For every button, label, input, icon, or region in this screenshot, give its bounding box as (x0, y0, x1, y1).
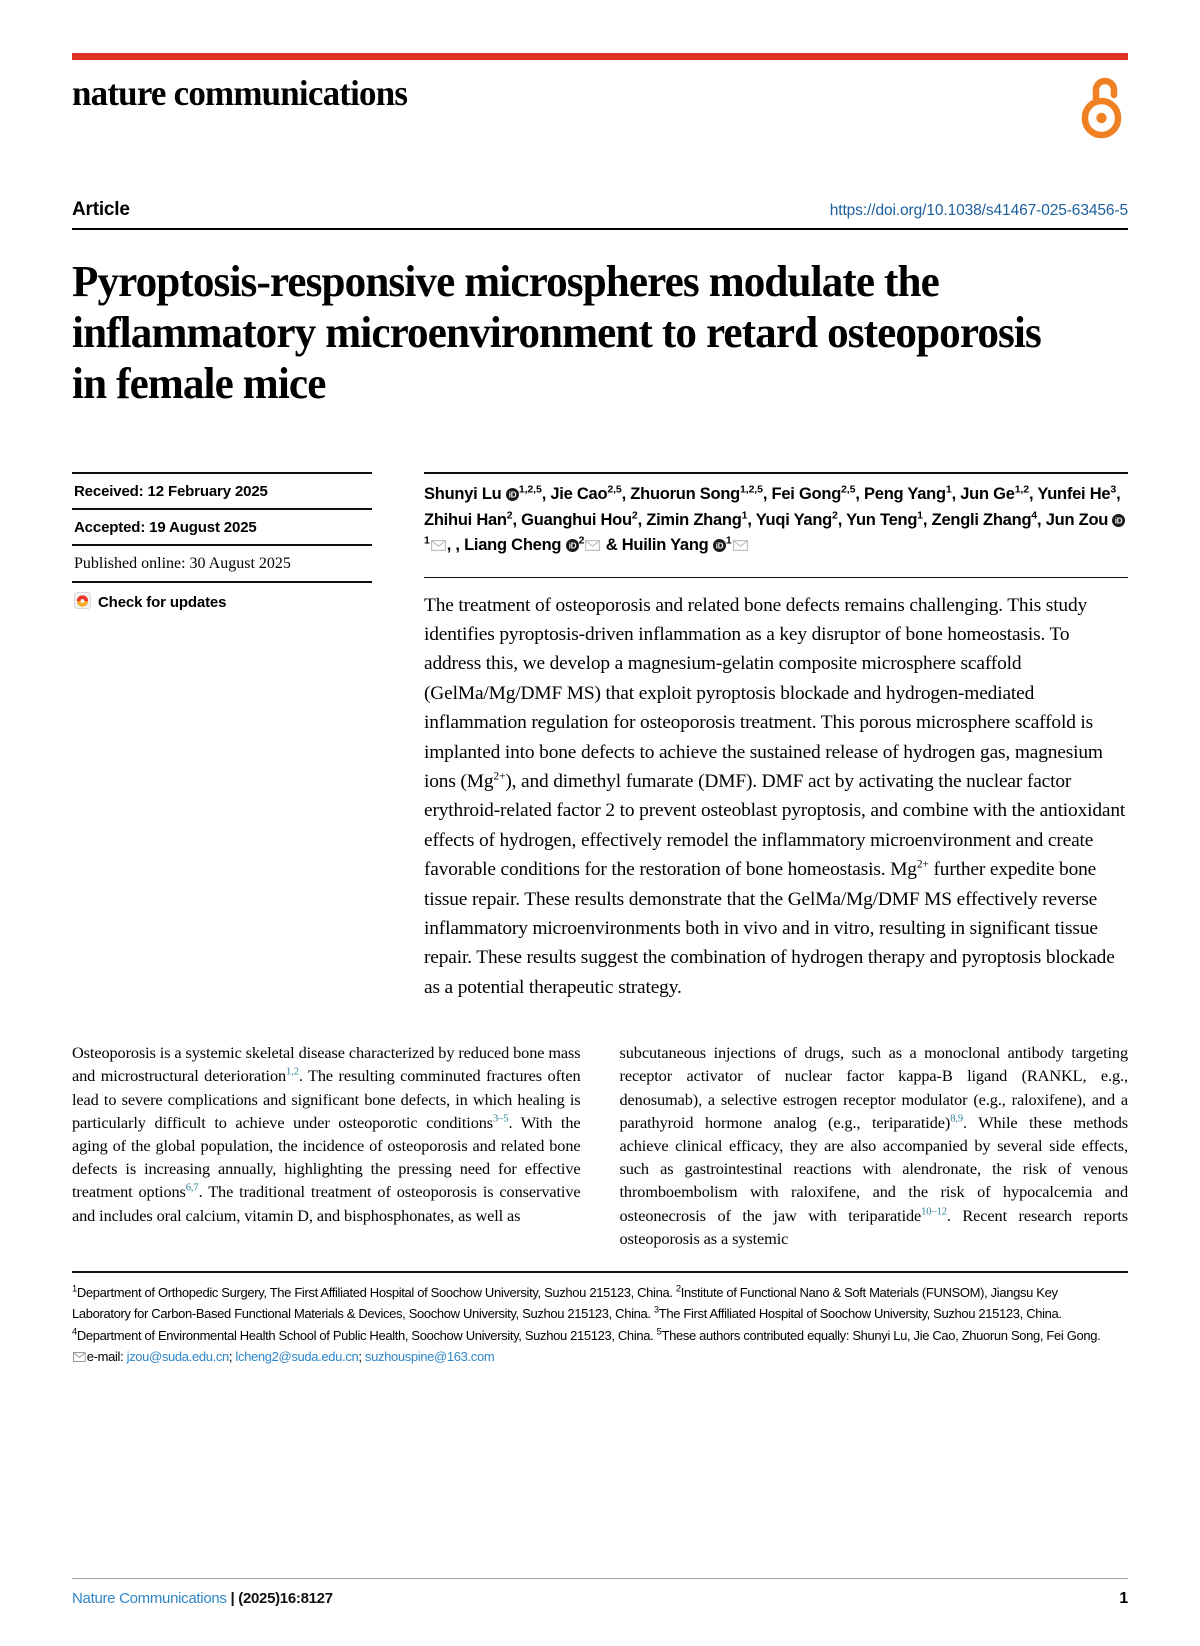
page-number: 1 (1119, 1590, 1128, 1607)
body-text: Osteoporosis is a systemic skeletal disease characterized by reduced bone mass and microstructural deterioration (72, 1043, 581, 1086)
svg-text:iD: iD (715, 541, 724, 551)
orcid-id-icon[interactable] (561, 536, 578, 554)
body-text: . While these methods achieve clinical efficacy, they are also accompanied by several side effects, such as gastrointestinal reactions with alendronate, the risk of venous thromboembolism with raloxifene, and the risk of hypocalcemia and osteonecrosis of the jaw with teriparatide (619, 1112, 1129, 1225)
orcid-id-icon[interactable] (1108, 511, 1125, 529)
author-affil-sup: 2,5 (841, 483, 856, 496)
author-separator: , (1028, 485, 1034, 504)
body-text: . The resulting comminuted fractures often lead to severe complications and significant bone defects, in which healing is particularly difficult to achieve under osteoporotic conditions (72, 1066, 581, 1132)
abstract-text (424, 591, 1128, 1002)
affiliation-marker: 4 (72, 1326, 77, 1338)
author-name: , Yuqi Yang (747, 510, 833, 529)
author-name: , Liang Cheng (455, 535, 562, 554)
body-text: subcutaneous injections of drugs, such as a monoclonal antibody targeting receptor activator of nuclear factor kappa-B ligand (RANKL, e.g., denosumab), a selective estrogen receptor modulator (e.g., raloxifene), and a parathyroid hormone analog (e.g., teriparatide) (619, 1043, 1128, 1132)
affiliations-block (72, 1282, 1112, 1369)
email-separator: ; (228, 1349, 236, 1365)
author-name: , Fei Gong (762, 485, 842, 504)
article-page (0, 53, 1200, 1646)
affiliation-text: Department of Orthopedic Surgery, The First Affiliated Hospital of Soochow University, Suzhou 215123, China. (76, 1285, 676, 1301)
svg-text:iD: iD (568, 541, 576, 551)
received-date: Received: 12 February 2025 (74, 483, 268, 501)
authors-and-abstract (424, 472, 1128, 1002)
svg-text:iD: iD (508, 491, 517, 501)
affiliation-marker: 3 (653, 1305, 659, 1317)
envelope-icon (73, 1350, 86, 1365)
article-type-bar (72, 199, 1128, 221)
email-separator: ; (358, 1349, 362, 1365)
orcid-id-icon[interactable] (709, 536, 726, 554)
masthead (72, 75, 1128, 146)
author-name: , Peng Yang (855, 485, 946, 504)
open-access-lock-icon (1080, 75, 1126, 146)
body-column-right (620, 1041, 1129, 1250)
check-for-updates-button[interactable] (72, 583, 372, 613)
corresponding-email-3[interactable]: suzhouspine@163.com (364, 1349, 495, 1365)
author-affil-sup: 1 (725, 534, 732, 547)
author-affil-sup: 1,2,5 (518, 483, 542, 496)
author-affil-sup: 2 (506, 509, 513, 522)
abstract-divider (424, 577, 1128, 578)
affiliations-divider (72, 1271, 1128, 1273)
publication-history (72, 472, 372, 1002)
author-affil-sup: 1 (741, 509, 748, 522)
page-title: Pyroptosis-responsive microspheres modulate the inflammatory microenvironment to retard osteoporosis in female mice (72, 257, 1041, 408)
doi-link[interactable]: https://doi.org/10.1038/s41467-025-63456-5 (829, 202, 1128, 219)
orcid-id-icon[interactable] (502, 485, 519, 503)
article-type-label: Article (72, 199, 130, 220)
author-name: , Jun Zou (1037, 510, 1109, 529)
author-affil-sup: 1 (917, 509, 923, 522)
author-name: , Guanghui Hou (512, 510, 632, 529)
citation-ref[interactable]: 10–12 (921, 1206, 947, 1218)
author-name: , Jie Cao (541, 485, 608, 504)
author-name: , Zhihui Han (424, 485, 1121, 529)
author-name: , Jun Ge (951, 485, 1015, 504)
author-affil-sup: 1,2 (1014, 483, 1029, 496)
author-separator: , (922, 510, 928, 529)
author-affil-sup: 2 (832, 509, 838, 522)
abstract-part: ), and dimethyl fumarate (DMF). DMF act by activating the nuclear factor erythroid-related factor 2 to prevent osteoblast pyroptosis, and combine with the antioxidant effects of hydrogen, effectively remodel the inflammatory microenvironment and create favorable conditions for the restoration of bone homeostasis. Mg (424, 771, 1126, 881)
author-affil-sup: 2 (578, 534, 585, 547)
body-text: . With the aging of the global population, the incidence of osteoporosis and related bone defects is increasing annually, highlighting the pressing need for effective treatment options (72, 1112, 581, 1202)
author-affil-sup: 1,2,5 (740, 483, 763, 496)
author-affil-sup: 2,5 (607, 483, 622, 496)
page-footer (72, 1578, 1128, 1608)
affiliation-marker: 5 (656, 1326, 662, 1338)
abstract-part: further expedite bone tissue repair. These results demonstrate that the GelMa/Mg/DMF MS effectively reverse inflammatory microenvironments both in vivo and in vitro, resulting in significant tissue repair. These results suggest the combination of hydrogen therapy and pyroptosis blockade as a potential therapeutic strategy. (424, 859, 1115, 998)
abstract-superscript: 2+ (916, 858, 929, 871)
nature-red-rule (72, 53, 1128, 60)
crossmark-badge-icon (74, 592, 91, 613)
author-affil-sup: 1 (945, 483, 952, 496)
corresponding-email-2[interactable]: lcheng2@suda.edu.cn (235, 1349, 359, 1365)
accepted-date: Accepted: 19 August 2025 (74, 519, 257, 537)
introduction-body (72, 1041, 1128, 1250)
email-label: e-mail: (86, 1349, 127, 1365)
author-affil-sup: 1 (424, 534, 430, 547)
corresponding-email-1[interactable]: jzou@suda.edu.cn (126, 1349, 229, 1365)
author-list: Shunyi Lu iD $^{1,2,5}$, Jie Cao$^{2,5}$, Zhuorun Song$^{1,2,5}$, Fei Gong$^{2,5}$, Peng Yang$^1$, Jun Ge$^{1,2}$, Yunfei He$^3$, Zhihui Han$^2$, Guanghui Hou$^2$, Zimin Zhang$^1$, Yuqi Yang$^2$, Yun Teng$^1$, Zengli Zhang$^4$, Jun Zou iD $^1$ , , Liang Cheng iD $^2$ & Huilin Yang iD $^1$ (424, 474, 1128, 558)
citation-ref[interactable]: 8,9 (950, 1113, 964, 1125)
abstract-superscript: 2+ (493, 770, 506, 783)
abstract-part: The treatment of osteoporosis and related bone defects remains challenging. This study identifies pyroptosis-driven inflammation as a key disruptor of bone homeostasis. To address this, we develop a magnesium-gelatin composite microsphere scaffold (GelMa/Mg/DMF MS) that exploit pyroptosis blockade and hydrogen-mediated inflammation regulation for osteoporosis treatment. This porous microsphere scaffold is implanted into bone defects to achieve the sustained release of hydrogen gas, magnesium ions (Mg (424, 594, 1103, 793)
affiliation-text: Department of Environmental Health School of Public Health, Soochow University, Suzhou 215123, China. (76, 1327, 657, 1343)
envelope-icon[interactable] (733, 537, 748, 555)
author-name: , Yun Teng (837, 510, 918, 529)
affiliation-text: The First Affiliated Hospital of Soochow University, Suzhou 215123, China. (658, 1306, 1062, 1322)
author-name: Zengli Zhang (931, 510, 1032, 529)
envelope-icon[interactable] (431, 537, 446, 555)
footer-divider (72, 1578, 1128, 1579)
citation-ref[interactable]: 1,2 (286, 1066, 299, 1078)
author-name: , Zhuorun Song (621, 485, 741, 504)
author-affil-sup: 3 (1110, 483, 1117, 496)
author-name: & Huilin Yang (605, 535, 709, 554)
svg-text:iD: iD (1115, 516, 1123, 526)
affiliation-text: Institute of Functional Nano & Soft Materials (FUNSOM), Jiangsu Key Laboratory for Carbon-Based Functional Materials & Devices, Soochow University, Suzhou 215123, China. (72, 1285, 1058, 1322)
footer-citation: | (2025)16:8127 (230, 1590, 333, 1607)
author-affil-sup: 4 (1031, 509, 1038, 522)
body-text: . The traditional treatment of osteoporosis is conservative and includes oral calcium, vitamin D, and bisphosphonates, as well as (72, 1182, 581, 1225)
footer-journal-name[interactable]: Nature Communications (72, 1590, 227, 1607)
envelope-icon[interactable] (585, 537, 600, 555)
citation-ref[interactable]: 3–5 (493, 1113, 509, 1125)
author-name: , Zimin Zhang (637, 510, 742, 529)
author-affil-sup: 2 (631, 509, 638, 522)
author-name: Shunyi Lu (424, 485, 502, 504)
meta-and-abstract (72, 472, 1128, 1002)
check-for-updates-label: Check for updates (98, 594, 227, 612)
body-column-left (72, 1041, 581, 1250)
body-text: . Recent research reports osteoporosis as a systemic (619, 1205, 1128, 1248)
author-name: Yunfei He (1037, 485, 1111, 504)
journal-logo: nature communications (72, 73, 408, 113)
affiliation-text: These authors contributed equally: Shunyi Lu, Jie Cao, Zhuorun Song, Fei Gong. (661, 1327, 1101, 1343)
affiliation-marker: 1 (72, 1283, 77, 1295)
citation-ref[interactable]: 6,7 (185, 1183, 199, 1195)
affiliation-marker: 2 (675, 1283, 681, 1295)
published-date: Published online: 30 August 2025 (74, 555, 291, 573)
header-divider (72, 228, 1128, 230)
